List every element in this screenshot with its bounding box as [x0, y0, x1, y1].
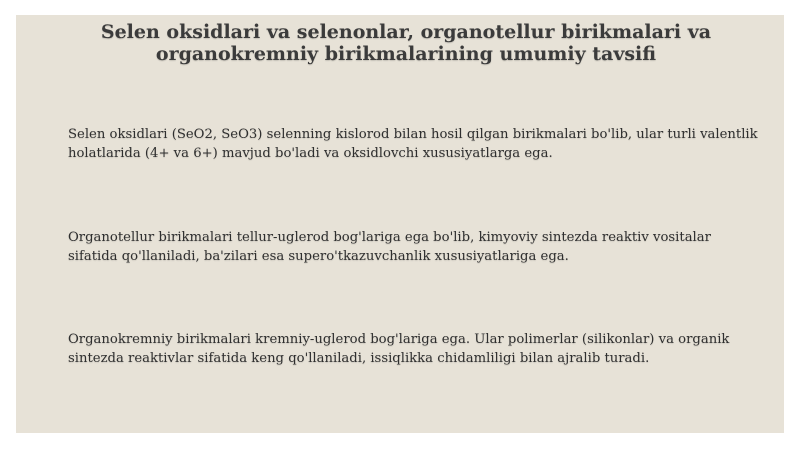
slide — [16, 15, 784, 433]
paragraph-organotellurium: Organotellur birikmalari tellur-uglerod bog'lariga ega bo'lib, kimyoviy sintezda reaktiv vositalar sifatida qo'llaniladi, ba'zilari esa supero'tkazuvchanlik xususiyatlariga ega. — [68, 230, 711, 264]
slide-title: Selen oksidlari va selenonlar, organotellur birikmalari va organokremniy birikmalarining umumiy tavsifi — [100, 21, 712, 65]
paragraph-selenium-oxides: Selen oksidlari (SeO2, SeO3) selenning kislorod bilan hosil qilgan birikmalari bo'lib, ular turli valentlik holatlarida (4+ va 6+) mavjud bo'ladi va oksidlovchi xususiyatlarga ega. — [68, 127, 758, 161]
paragraph-organosilicon: Organokremniy birikmalari kremniy-uglerod bog'lariga ega. Ular polimerlar (silikonlar) va organik sintezda reaktivlar sifatida keng qo'llaniladi, issiqlikka chidamliligi bilan ajralib turadi. — [68, 332, 730, 366]
